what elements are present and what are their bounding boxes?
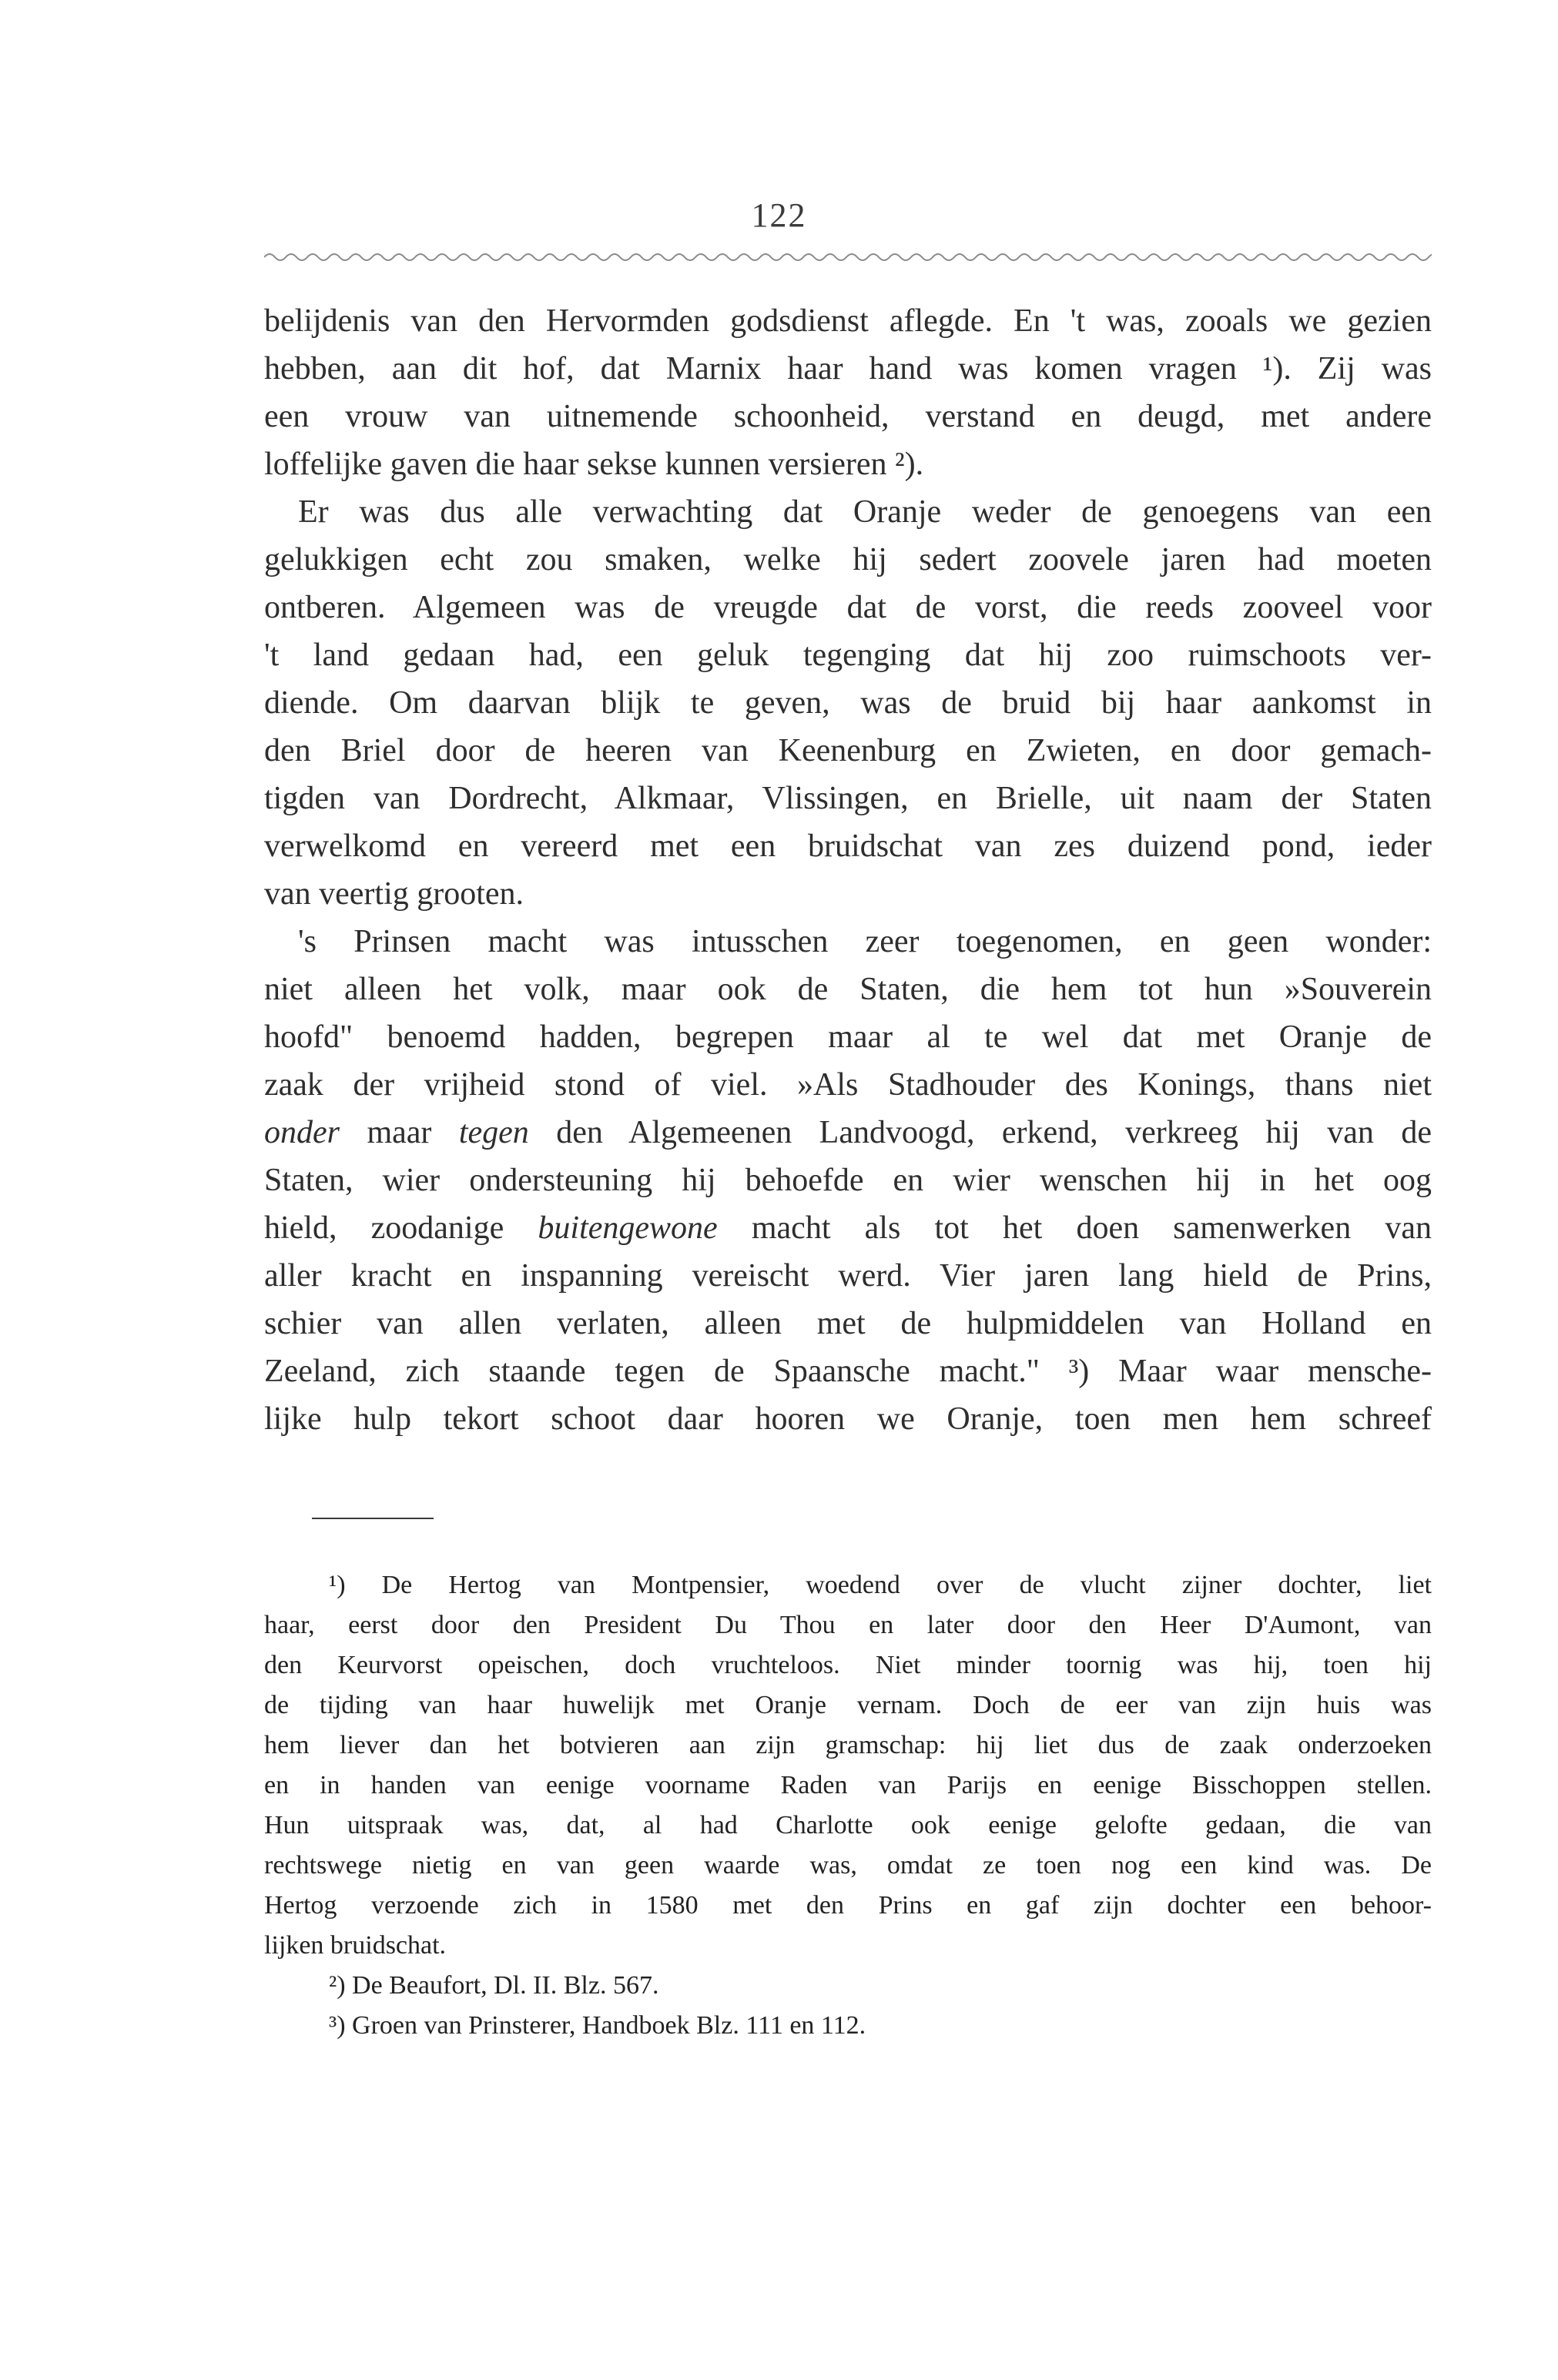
text-fragment: macht als tot het doen samenwerken van xyxy=(717,1210,1432,1246)
footnote-line: ²) De Beaufort, Dl. II. Blz. 567. xyxy=(329,1971,659,2000)
italic-word: buitengewone xyxy=(538,1210,718,1246)
text-line: zaak der vrijheid stond of viel. »Als Stadhouder des Konings, thans niet xyxy=(264,1067,1432,1103)
footnote-line: haar, eerst door den President Du Thou en later door den Heer D'Aumont, van xyxy=(264,1611,1432,1639)
text-line: van veertig grooten. xyxy=(264,876,524,912)
italic-word: onder xyxy=(264,1115,340,1150)
text-line: belijdenis van den Hervormden godsdienst aflegde. En 't was, zooals we gezien xyxy=(264,303,1432,339)
text-fragment: den Algemeenen Landvoogd, erkend, verkreeg hij van de xyxy=(528,1115,1432,1150)
text-line: verwelkomd en vereerd met een bruidschat van zes duizend pond, ieder xyxy=(264,828,1432,864)
page-number: 122 xyxy=(751,196,807,234)
text-line: een vrouw van uitnemende schoonheid, verstand en deugd, met andere xyxy=(264,399,1432,434)
footnote-line: en in handen van eenige voorname Raden van Parijs en eenige Bisschoppen stellen. xyxy=(264,1771,1432,1799)
footnote-line: ³) Groen van Prinsterer, Handboek Blz. 111 en 112. xyxy=(329,2011,866,2040)
footnote-line: hem liever dan het botvieren aan zijn gramschap: hij liet dus de zaak onderzoeken xyxy=(264,1731,1432,1759)
text-line: niet alleen het volk, maar ook de Staten, die hem tot hun »Souverein xyxy=(264,972,1432,1007)
text-line: tigden van Dordrecht, Alkmaar, Vlissingen, en Brielle, uit naam der Staten xyxy=(264,781,1432,816)
footnote-line: de tijding van haar huwelijk met Oranje vernam. Doch de eer van zijn huis was xyxy=(264,1691,1432,1719)
text-line: loffelijke gaven die haar sekse kunnen versieren ²). xyxy=(264,447,924,482)
text-line: gelukkigen echt zou smaken, welke hij sedert zoovele jaren had moeten xyxy=(264,542,1432,577)
italic-word: tegen xyxy=(458,1115,529,1150)
text-fragment: maar xyxy=(340,1115,459,1150)
wavy-rule-ornament xyxy=(264,248,1432,266)
text-line: lijke hulp tekort schoot daar hooren we Oranje, toen men hem schreef xyxy=(264,1401,1432,1437)
text-line: den Briel door de heeren van Keenenburg en Zwieten, en door gemach- xyxy=(264,733,1432,768)
text-line: ontberen. Algemeen was de vreugde dat de vorst, die reeds zooveel voor xyxy=(264,590,1432,625)
text-line: 's Prinsen macht was intusschen zeer toegenomen, en geen wonder: xyxy=(298,924,1432,959)
text-line: diende. Om daarvan blijk te geven, was de bruid bij haar aankomst in xyxy=(264,685,1432,721)
text-line xyxy=(264,1109,1432,1157)
footnote-line: lijken bruidschat. xyxy=(264,1931,447,1960)
footnote-line: rechtswege nietig en van geen waarde was, omdat ze toen nog een kind was. De xyxy=(264,1851,1432,1880)
text-line: hebben, aan dit hof, dat Marnix haar hand was komen vragen ¹). Zij was xyxy=(264,351,1432,387)
footnote-line: Hun uitspraak was, dat, al had Charlotte ook eenige gelofte gedaan, die van xyxy=(264,1811,1432,1839)
text-line: hoofd" benoemd hadden, begrepen maar al te wel dat met Oranje de xyxy=(264,1019,1432,1055)
text-line xyxy=(264,1204,1432,1252)
body-text xyxy=(264,297,1432,1443)
footnote-line: den Keurvorst opeischen, doch vruchteloos. Niet minder toornig was hij, toen hij xyxy=(264,1651,1432,1679)
text-line: 't land gedaan had, een geluk tegenging dat hij zoo ruimschoots ver- xyxy=(264,638,1432,673)
footnote-separator xyxy=(312,1518,434,1519)
footnotes xyxy=(264,1565,1432,2046)
text-line: schier van allen verlaten, alleen met de hulpmiddelen van Holland en xyxy=(264,1306,1432,1341)
text-line: Staten, wier ondersteuning hij behoefde en wier wenschen hij in het oog xyxy=(264,1163,1432,1198)
footnote-line: Hertog verzoende zich in 1580 met den Prins en gaf zijn dochter een behoor- xyxy=(264,1891,1432,1920)
text-line: aller kracht en inspanning vereischt werd. Vier jaren lang hield de Prins, xyxy=(264,1258,1432,1294)
text-line: Er was dus alle verwachting dat Oranje weder de genoegens van een xyxy=(298,494,1432,530)
text-fragment: hield, zoodanige xyxy=(264,1210,538,1246)
footnote-line: ¹) De Hertog van Montpensier, woedend over de vlucht zijner dochter, liet xyxy=(329,1571,1432,1599)
text-line: Zeeland, zich staande tegen de Spaansche macht." ³) Maar waar mensche- xyxy=(264,1354,1432,1389)
